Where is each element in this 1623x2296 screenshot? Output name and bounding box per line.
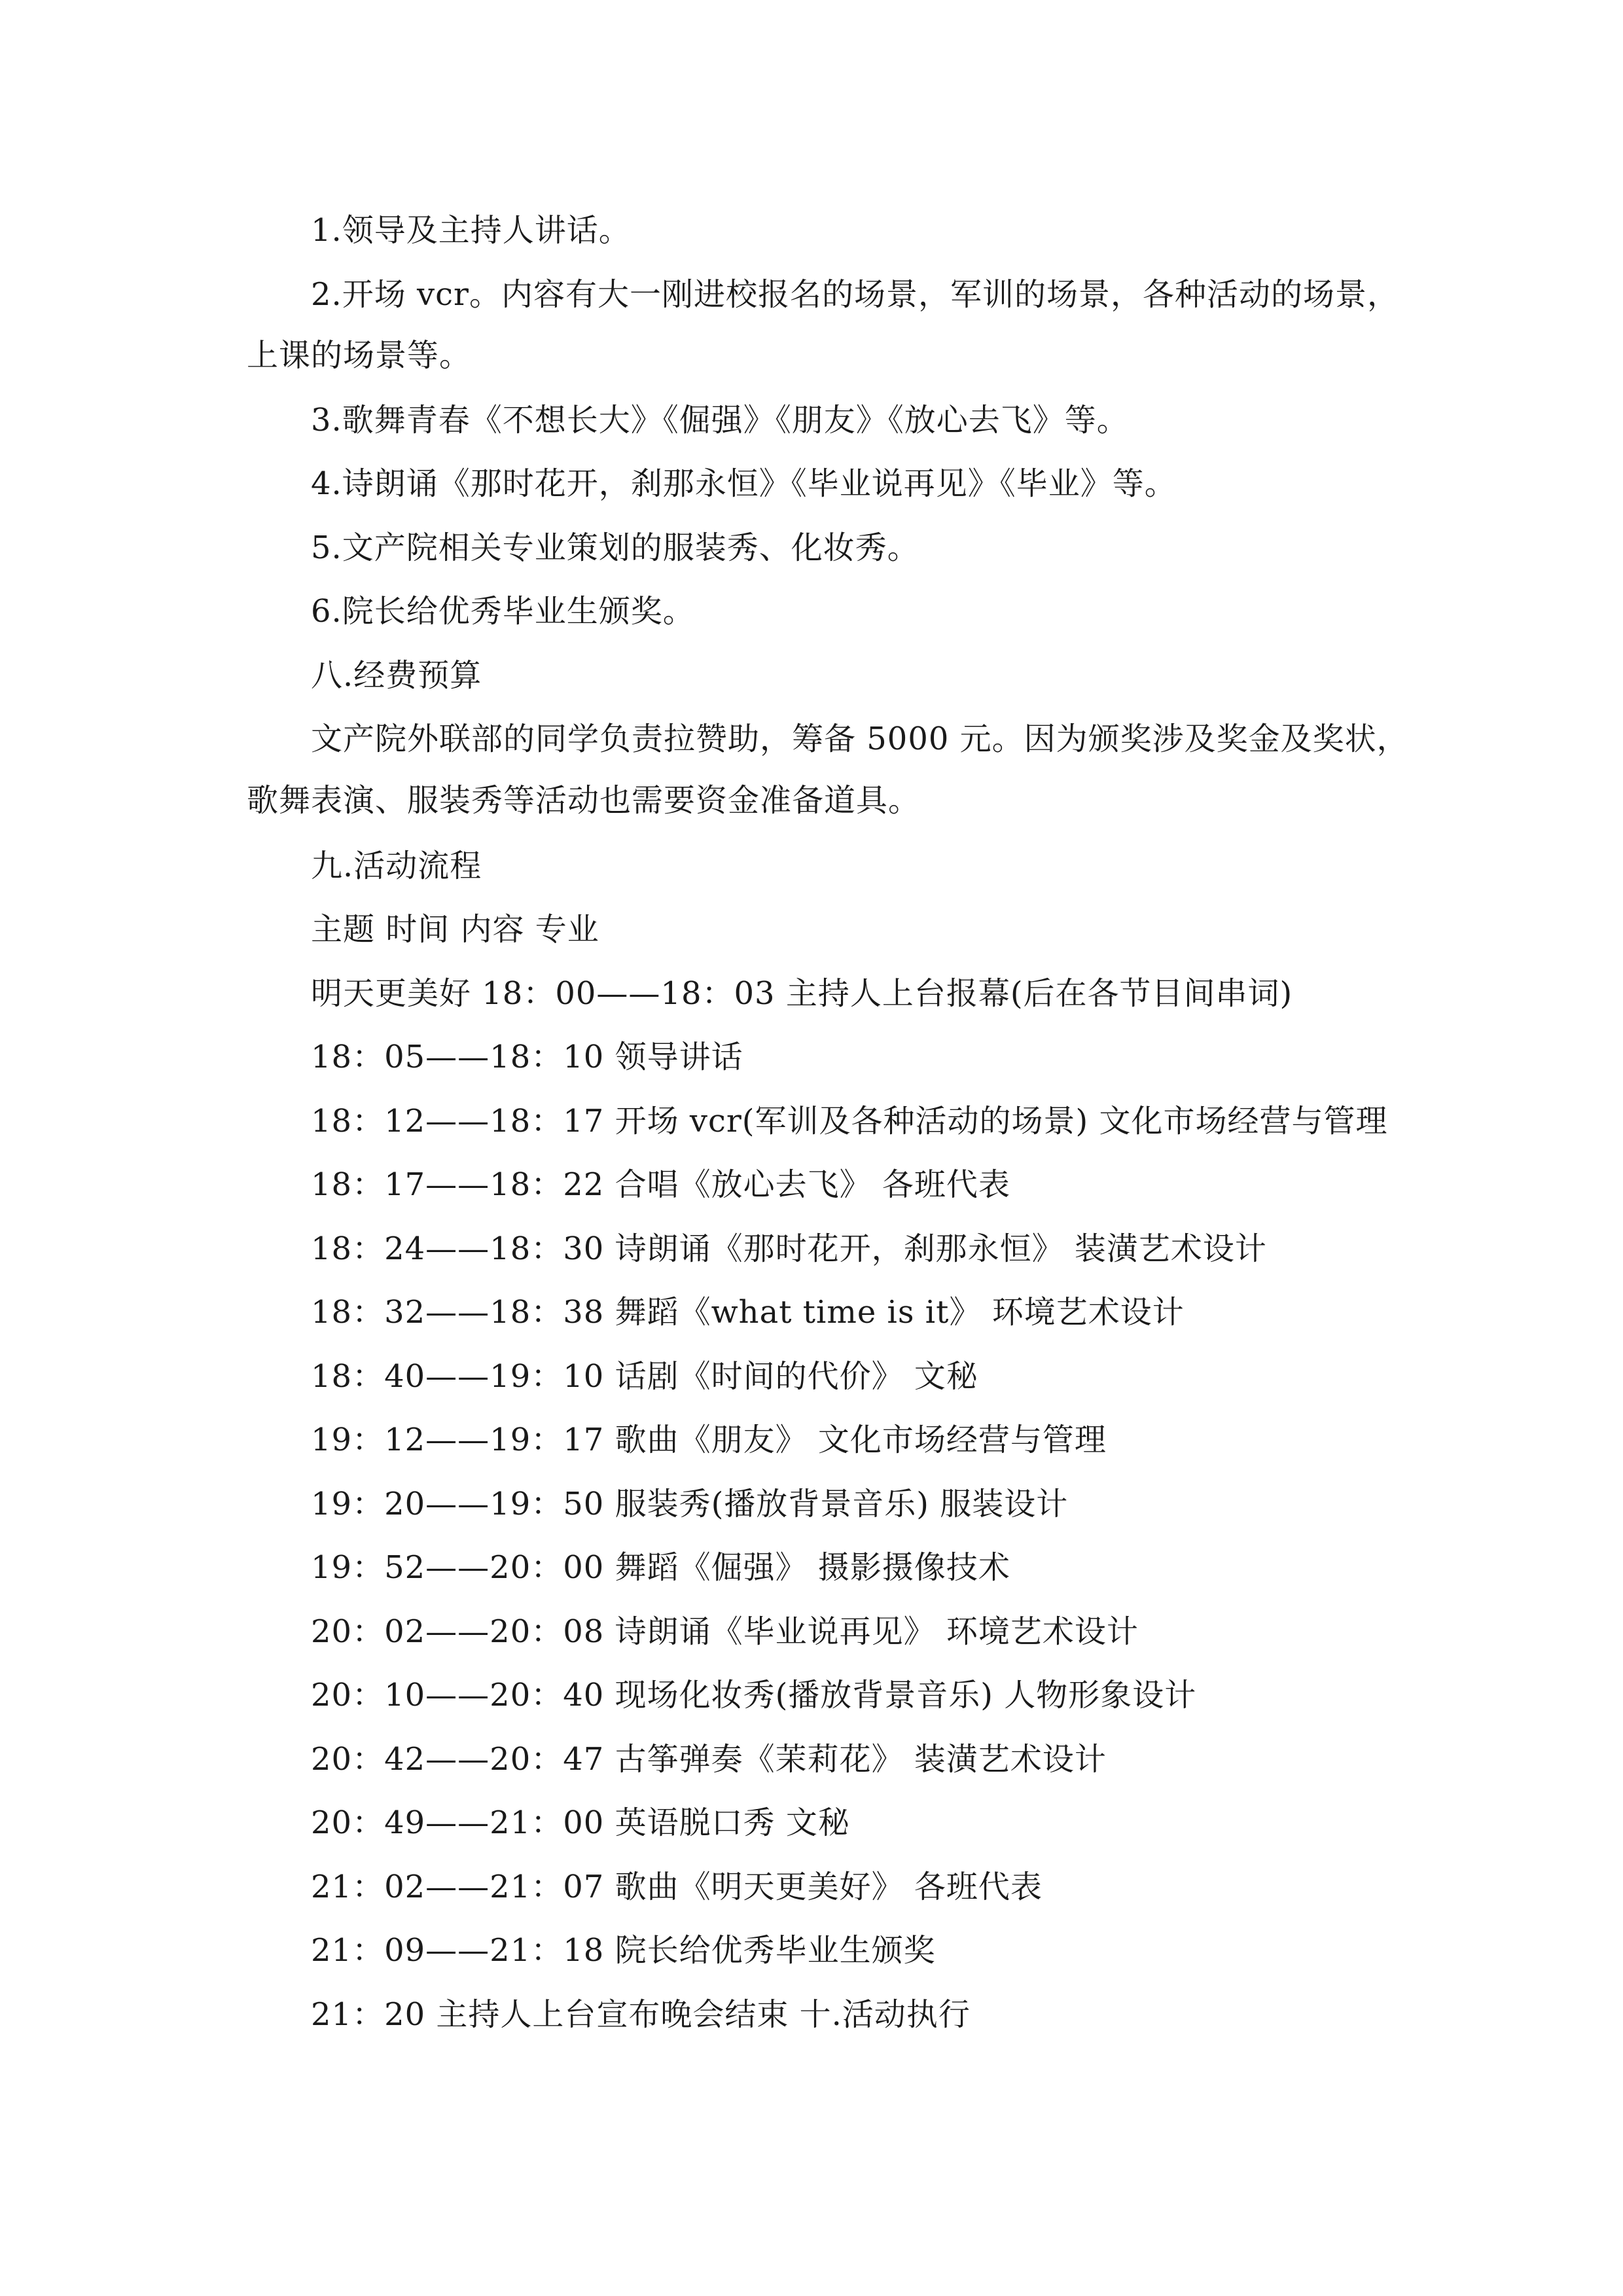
schedule-row: 19：20——19：50 服装秀(播放背景音乐) 服装设计 [311,1486,1069,1522]
schedule-row: 18：32——18：38 舞蹈《what time is it》 环境艺术设计 [311,1294,1185,1331]
item-4-poetry: 4.诗朗诵《那时花开，刹那永恒》《毕业说再见》《毕业》等。 [311,465,1177,502]
schedule-row: 18：17——18：22 合唱《放心去飞》 各班代表 [311,1166,1010,1203]
schedule-row: 18：05——18：10 领导讲话 [311,1039,743,1075]
item-6-awards: 6.院长给优秀毕业生颁奖。 [311,593,695,630]
section-heading-process: 九.活动流程 [311,848,482,884]
schedule-row: 20：42——20：47 古筝弹奏《茉莉花》 装潢艺术设计 [311,1741,1107,1778]
section-heading-budget: 八.经费预算 [311,657,482,694]
schedule-row: 20：10——20：40 现场化妆秀(播放背景音乐) 人物形象设计 [311,1677,1197,1713]
schedule-row: 明天更美好 18：00——18：03 主持人上台报幕(后在各节目间串词) [311,975,1293,1012]
schedule-row: 18：40——19：10 话剧《时间的代价》 文秘 [311,1358,978,1395]
item-1-leader-speech: 1.领导及主持人讲话。 [311,212,631,249]
item-5-fashion-show: 5.文产院相关专业策划的服装秀、化妆秀。 [311,529,919,566]
schedule-row: 18：24——18：30 诗朗诵《那时花开，刹那永恒》 装潢艺术设计 [311,1230,1267,1267]
schedule-row: 20：02——20：08 诗朗诵《毕业说再见》 环境艺术设计 [311,1613,1139,1650]
schedule-header: 主题 时间 内容 专业 [311,911,599,948]
schedule-row: 18：12——18：17 开场 vcr(军训及各种活动的场景) 文化市场经营与管理 [311,1103,1388,1139]
schedule-row: 21：09——21：18 院长给优秀毕业生颁奖 [311,1932,936,1969]
schedule-row: 20：49——21：00 英语脱口秀 文秘 [311,1804,850,1841]
schedule-row: 19：52——20：00 舞蹈《倔强》 摄影摄像技术 [311,1549,1010,1586]
budget-paragraph: 文产院外联部的同学负责拉赞助，筹备 5000 元。因为颁奖涉及奖金及奖状， [311,721,1409,757]
schedule-row-final: 21：20 主持人上台宣布晚会结束 十.活动执行 [311,1996,971,2033]
schedule-row: 19：12——19：17 歌曲《朋友》 文化市场经营与管理 [311,1422,1107,1458]
schedule-row: 21：02——21：07 歌曲《明天更美好》 各班代表 [311,1869,1043,1905]
item-2-opening-vcr: 2.开场 vcr。内容有大一刚进校报名的场景，军训的场景，各种活动的场景， [311,276,1400,313]
item-2-continuation: 上课的场景等。 [247,337,472,374]
budget-paragraph-continuation: 歌舞表演、服装秀等活动也需要资金准备道具。 [247,782,921,819]
item-3-song-dance: 3.歌舞青春《不想长大》《倔强》《朋友》《放心去飞》等。 [311,402,1129,439]
